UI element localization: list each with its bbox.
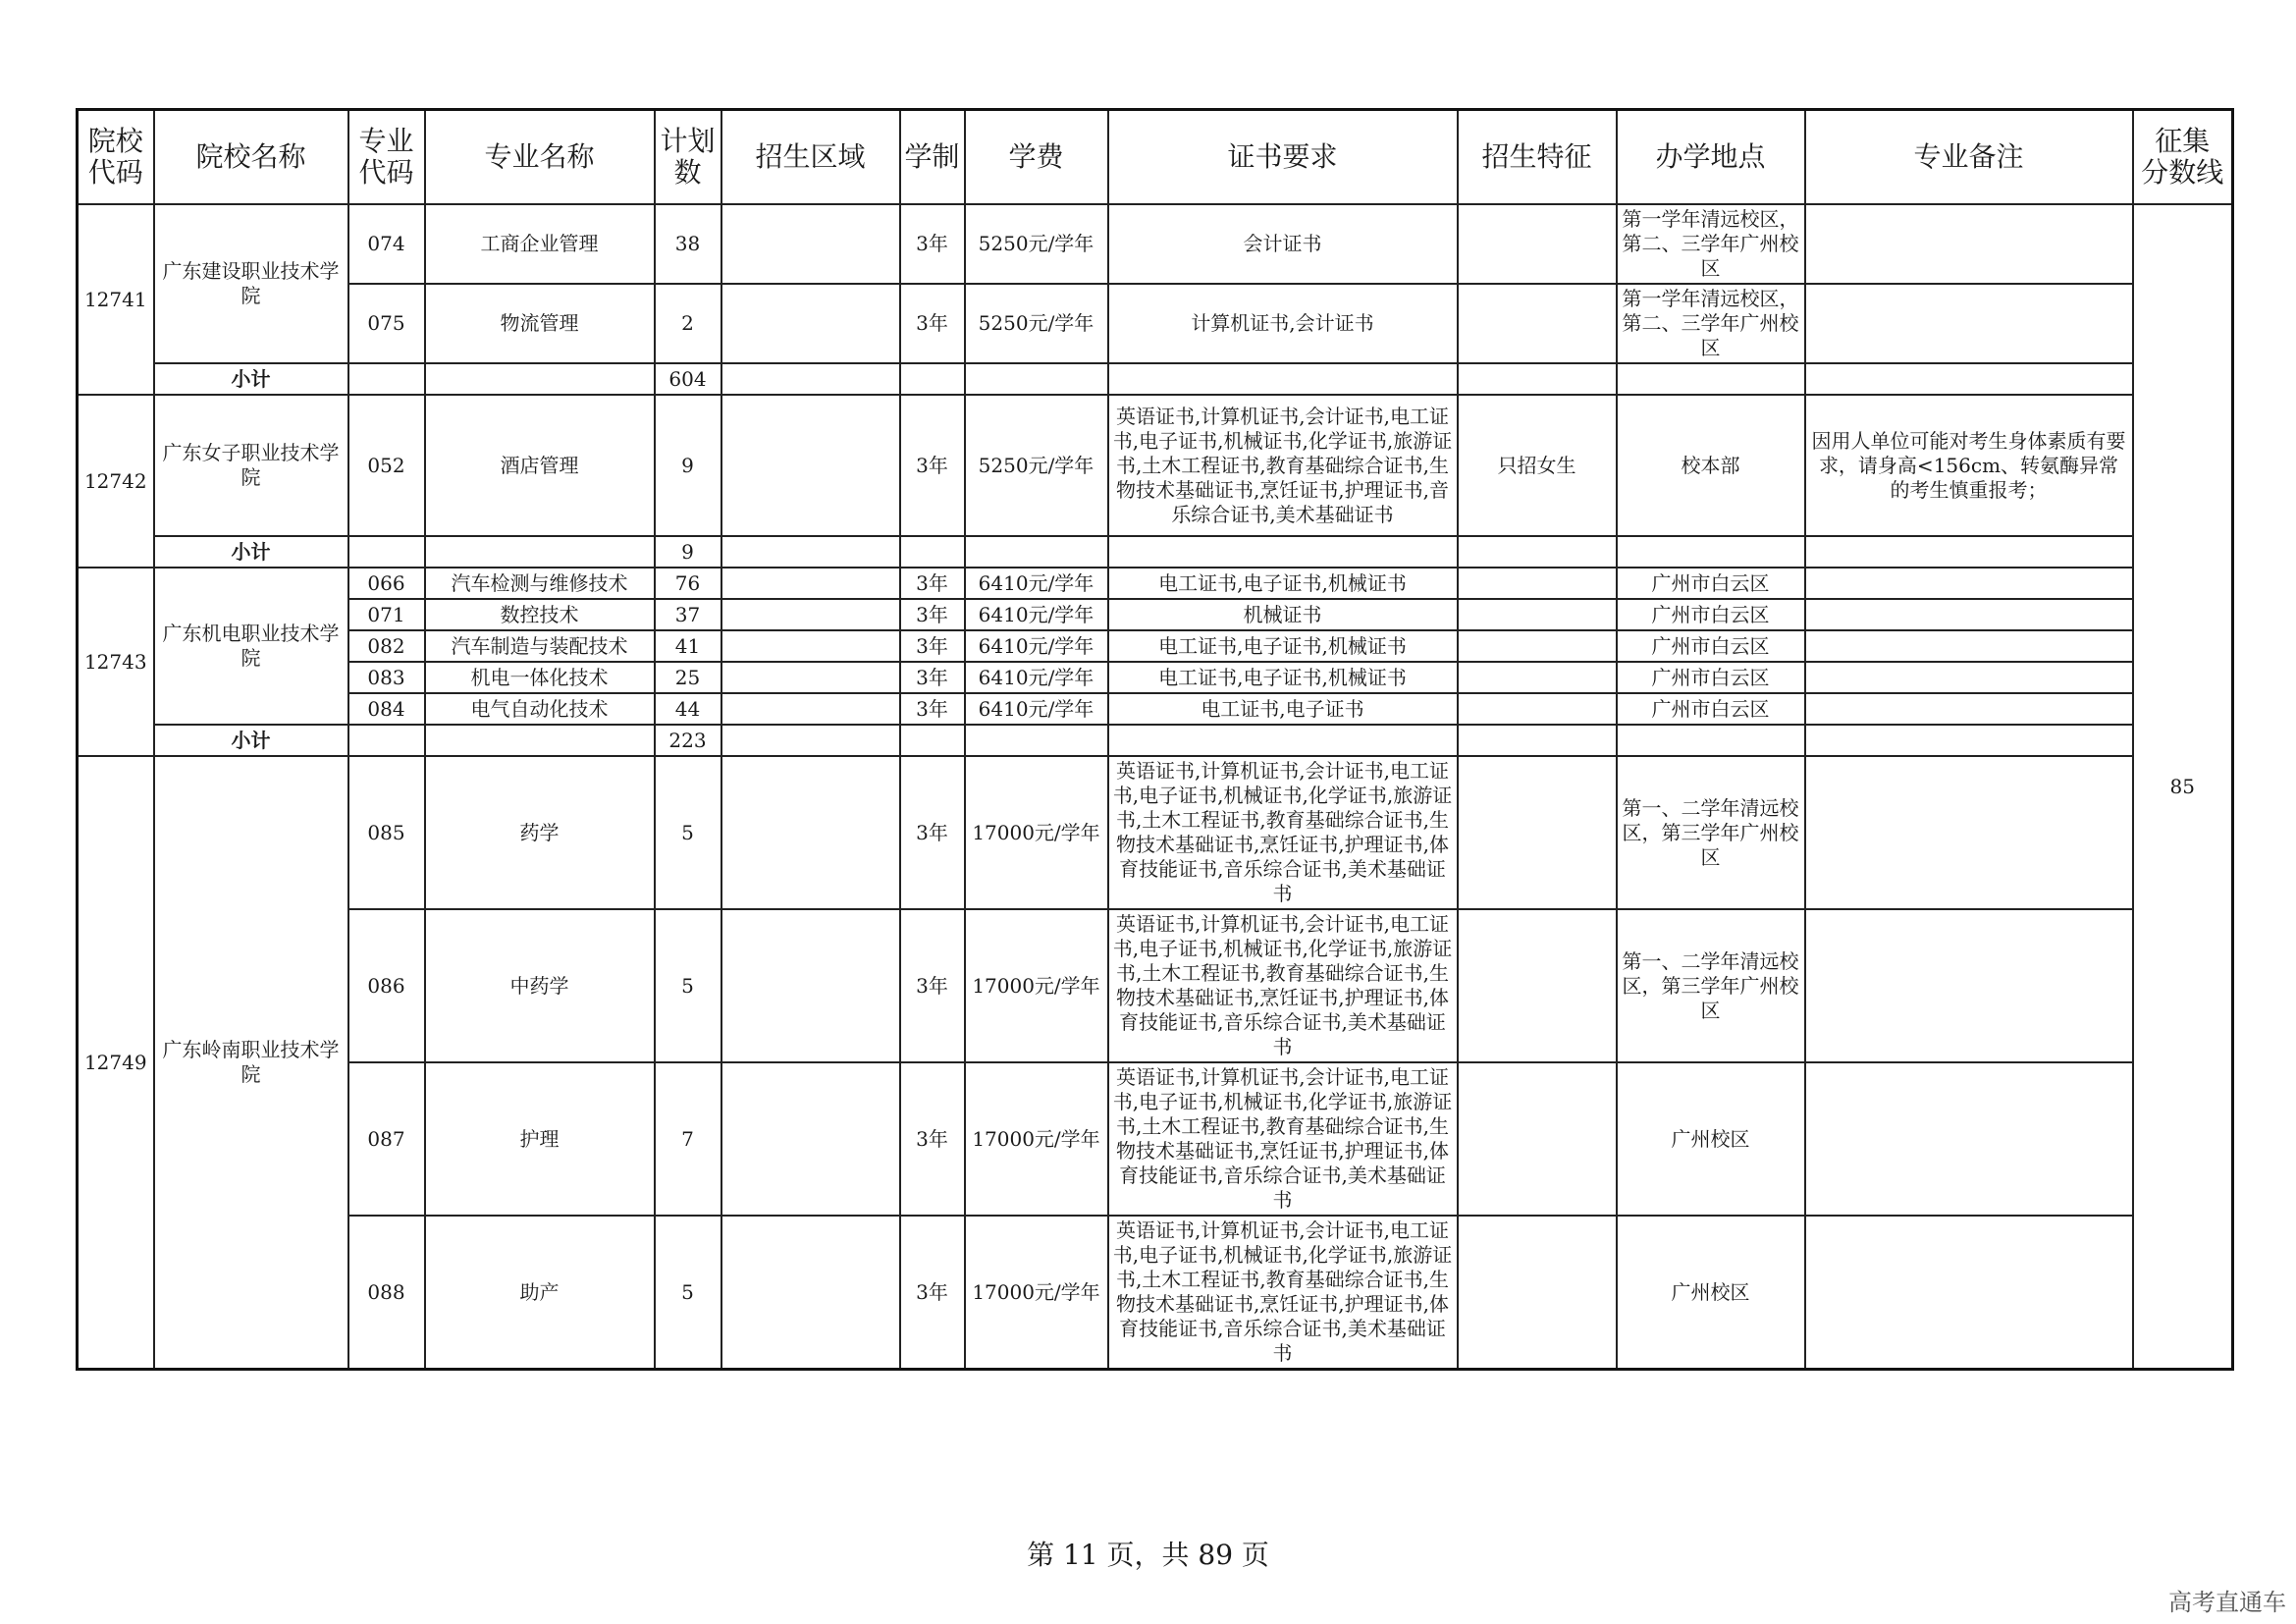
header-major-name [425,110,655,205]
subtotal-empty [965,725,1108,756]
enroll-region-cell [721,693,900,725]
major-remark-cell [1805,568,2133,599]
cert-req-cell: 电工证书,电子证书,机械证书 [1108,630,1458,662]
major-remark-cell [1805,1062,2133,1216]
table-row [78,662,2233,693]
enroll-region-cell [721,630,900,662]
header-line: 学制 [904,140,960,173]
tuition-cell: 6410元/学年 [965,599,1108,630]
header-line: 专业备注 [1913,140,2024,173]
header-line: 代码 [87,156,143,189]
duration-cell: 3年 [900,662,965,693]
header-enroll-feature [1458,110,1617,205]
plan-count-cell: 25 [655,662,721,693]
cert-req-cell: 机械证书 [1108,599,1458,630]
subtotal-empty [900,536,965,568]
school-code-cell: 12742 [78,395,154,568]
header-school-code [78,110,154,205]
table-header-row [78,110,2233,205]
campus-location-cell: 广州校区 [1617,1216,1805,1370]
subtotal-label: 小计 [154,363,348,395]
subtotal-empty [348,536,425,568]
header-major-remark [1805,110,2133,205]
tuition-cell: 17000元/学年 [965,1062,1108,1216]
table-row [78,1216,2233,1370]
school-code-cell: 12749 [78,756,154,1370]
major-name-cell: 助产 [425,1216,655,1370]
header-line: 学费 [1008,140,1064,173]
cutoff-score-cell: 85 [2133,204,2233,1370]
school-name-cell: 广东机电职业技术学院 [154,568,348,725]
major-remark-cell [1805,284,2133,363]
plan-count-cell: 5 [655,1216,721,1370]
major-code-cell: 074 [348,204,425,284]
major-remark-cell [1805,662,2133,693]
cert-req-cell: 英语证书,计算机证书,会计证书,电工证书,电子证书,机械证书,化学证书,旅游证书,土木工程证书,教育基础综合证书,生物技术基础证书,烹饪证书,护理证书,体育技能证书,音乐综合证书,美术基础证书 [1108,756,1458,909]
school-code-cell: 12743 [78,568,154,756]
subtotal-empty [721,363,900,395]
header-line: 计划 [660,125,716,157]
major-code-cell: 083 [348,662,425,693]
major-code-cell: 052 [348,395,425,536]
major-code-cell: 075 [348,284,425,363]
campus-location-cell: 广州市白云区 [1617,568,1805,599]
subtotal-empty [1108,363,1458,395]
campus-location-cell: 广州市白云区 [1617,693,1805,725]
tuition-cell: 5250元/学年 [965,284,1108,363]
plan-count-cell: 2 [655,284,721,363]
subtotal-empty [1617,536,1805,568]
plan-count-cell: 5 [655,756,721,909]
duration-cell: 3年 [900,284,965,363]
duration-cell: 3年 [900,1216,965,1370]
duration-cell: 3年 [900,204,965,284]
enroll-feature-cell [1458,1062,1617,1216]
header-line: 招生区域 [755,140,866,173]
tuition-cell: 6410元/学年 [965,568,1108,599]
subtotal-empty [721,725,900,756]
major-name-cell: 机电一体化技术 [425,662,655,693]
table-row [78,204,2233,284]
enroll-feature-cell [1458,599,1617,630]
enroll-feature-cell [1458,568,1617,599]
enroll-feature-cell [1458,204,1617,284]
subtotal-empty [1458,363,1617,395]
school-code-cell: 12741 [78,204,154,395]
plan-count-cell: 5 [655,909,721,1062]
school-name-cell: 广东女子职业技术学院 [154,395,348,536]
duration-cell: 3年 [900,599,965,630]
cert-req-cell: 会计证书 [1108,204,1458,284]
plan-count-cell: 41 [655,630,721,662]
campus-location-cell: 广州市白云区 [1617,599,1805,630]
duration-cell: 3年 [900,909,965,1062]
header-line: 分数线 [2141,156,2224,189]
subtotal-empty [721,536,900,568]
school-name-cell: 广东建设职业技术学院 [154,204,348,363]
table-row [78,284,2233,363]
major-code-cell: 088 [348,1216,425,1370]
table-row [78,756,2233,909]
campus-location-cell: 广州市白云区 [1617,662,1805,693]
header-line: 招生特征 [1481,140,1592,173]
major-remark-cell [1805,1216,2133,1370]
major-name-cell: 汽车制造与装配技术 [425,630,655,662]
subtotal-empty [348,363,425,395]
major-code-cell: 084 [348,693,425,725]
tuition-cell: 5250元/学年 [965,395,1108,536]
enroll-region-cell [721,909,900,1062]
subtotal-empty [1458,725,1617,756]
watermark: 高考直通车 [2168,1589,2286,1616]
subtotal-empty [965,536,1108,568]
tuition-cell: 6410元/学年 [965,662,1108,693]
school-name-cell: 广东岭南职业技术学院 [154,756,348,1370]
subtotal-empty [1805,536,2133,568]
table-row [78,1062,2233,1216]
campus-location-cell: 第一学年清远校区，第二、三学年广州校区 [1617,204,1805,284]
header-cert-req [1108,110,1458,205]
major-name-cell: 中药学 [425,909,655,1062]
plan-count-cell: 76 [655,568,721,599]
subtotal-empty [1805,363,2133,395]
table-row [78,599,2233,630]
enroll-region-cell [721,599,900,630]
cert-req-cell: 计算机证书,会计证书 [1108,284,1458,363]
major-remark-cell [1805,599,2133,630]
enroll-feature-cell [1458,909,1617,1062]
enroll-region-cell [721,568,900,599]
table-row [78,693,2233,725]
subtotal-label: 小计 [154,536,348,568]
duration-cell: 3年 [900,568,965,599]
enroll-feature-cell [1458,662,1617,693]
header-tuition [965,110,1108,205]
enroll-feature-cell [1458,1216,1617,1370]
cert-req-cell: 英语证书,计算机证书,会计证书,电工证书,电子证书,机械证书,化学证书,旅游证书,土木工程证书,教育基础综合证书,生物技术基础证书,烹饪证书,护理证书,音乐综合证书,美术基础证书 [1108,395,1458,536]
header-line: 院校名称 [195,140,306,173]
major-code-cell: 085 [348,756,425,909]
major-name-cell: 物流管理 [425,284,655,363]
table-row [78,395,2233,536]
plan-count-cell: 38 [655,204,721,284]
campus-location-cell: 广州市白云区 [1617,630,1805,662]
header-line: 数 [673,156,702,189]
tuition-cell: 17000元/学年 [965,909,1108,1062]
cert-req-cell: 英语证书,计算机证书,会计证书,电工证书,电子证书,机械证书,化学证书,旅游证书,土木工程证书,教育基础综合证书,生物技术基础证书,烹饪证书,护理证书,体育技能证书,音乐综合证书,美术基础证书 [1108,1216,1458,1370]
tuition-cell: 6410元/学年 [965,630,1108,662]
major-remark-cell [1805,630,2133,662]
enroll-feature-cell: 只招女生 [1458,395,1617,536]
major-remark-cell [1805,756,2133,909]
enroll-feature-cell [1458,630,1617,662]
header-school-name [154,110,348,205]
header-cutoff-score [2133,110,2233,205]
campus-location-cell: 广州校区 [1617,1062,1805,1216]
table-row [78,630,2233,662]
subtotal-row [78,725,2233,756]
header-line: 征集 [2155,125,2211,157]
subtotal-empty [1805,725,2133,756]
major-remark-cell [1805,693,2133,725]
cert-req-cell: 电工证书,电子证书 [1108,693,1458,725]
subtotal-row [78,363,2233,395]
duration-cell: 3年 [900,1062,965,1216]
table-row [78,568,2233,599]
admission-table [76,108,2234,1371]
major-remark-cell [1805,204,2133,284]
major-code-cell: 087 [348,1062,425,1216]
enroll-region-cell [721,204,900,284]
subtotal-empty [425,536,655,568]
plan-count-cell: 7 [655,1062,721,1216]
major-code-cell: 071 [348,599,425,630]
plan-count-cell: 37 [655,599,721,630]
enroll-feature-cell [1458,284,1617,363]
tuition-cell: 17000元/学年 [965,756,1108,909]
duration-cell: 3年 [900,395,965,536]
header-line: 专业 [358,125,414,157]
header-enroll-region [721,110,900,205]
subtotal-empty [425,725,655,756]
major-name-cell: 护理 [425,1062,655,1216]
table-body [78,204,2233,1370]
tuition-cell: 17000元/学年 [965,1216,1108,1370]
cert-req-cell: 电工证书,电子证书,机械证书 [1108,568,1458,599]
table-row [78,909,2233,1062]
tuition-cell: 5250元/学年 [965,204,1108,284]
subtotal-empty [1617,725,1805,756]
header-line: 院校 [87,125,143,157]
header-duration [900,110,965,205]
major-code-cell: 086 [348,909,425,1062]
major-code-cell: 082 [348,630,425,662]
campus-location-cell: 第一学年清远校区，第二、三学年广州校区 [1617,284,1805,363]
subtotal-empty [900,725,965,756]
major-name-cell: 酒店管理 [425,395,655,536]
subtotal-empty [1617,363,1805,395]
subtotal-label: 小计 [154,725,348,756]
enroll-region-cell [721,1062,900,1216]
subtotal-empty [425,363,655,395]
duration-cell: 3年 [900,756,965,909]
cert-req-cell: 英语证书,计算机证书,会计证书,电工证书,电子证书,机械证书,化学证书,旅游证书,土木工程证书,教育基础综合证书,生物技术基础证书,烹饪证书,护理证书,体育技能证书,音乐综合证书,美术基础证书 [1108,909,1458,1062]
major-name-cell: 药学 [425,756,655,909]
duration-cell: 3年 [900,630,965,662]
enroll-region-cell [721,284,900,363]
subtotal-row [78,536,2233,568]
major-name-cell: 数控技术 [425,599,655,630]
header-line: 办学地点 [1655,140,1766,173]
tuition-cell: 6410元/学年 [965,693,1108,725]
subtotal-empty [965,363,1108,395]
major-remark-cell: 因用人单位可能对考生身体素质有要求，请身高<156cm、转氨酶异常的考生慎重报考； [1805,395,2133,536]
campus-location-cell: 第一、二学年清远校区，第三学年广州校区 [1617,909,1805,1062]
major-name-cell: 电气自动化技术 [425,693,655,725]
enroll-region-cell [721,1216,900,1370]
enroll-region-cell [721,395,900,536]
subtotal-plan-count: 223 [655,725,721,756]
subtotal-empty [1108,536,1458,568]
campus-location-cell: 校本部 [1617,395,1805,536]
subtotal-empty [1108,725,1458,756]
plan-count-cell: 9 [655,395,721,536]
enroll-feature-cell [1458,756,1617,909]
plan-count-cell: 44 [655,693,721,725]
header-line: 代码 [358,156,414,189]
enroll-feature-cell [1458,693,1617,725]
major-name-cell: 汽车检测与维修技术 [425,568,655,599]
major-name-cell: 工商企业管理 [425,204,655,284]
subtotal-empty [1458,536,1617,568]
campus-location-cell: 第一、二学年清远校区，第三学年广州校区 [1617,756,1805,909]
header-line: 证书要求 [1227,140,1338,173]
page-number: 第 11 页，共 89 页 [1027,1539,1269,1571]
header-line: 专业名称 [484,140,595,173]
duration-cell: 3年 [900,693,965,725]
major-code-cell: 066 [348,568,425,599]
enroll-region-cell [721,662,900,693]
cert-req-cell: 英语证书,计算机证书,会计证书,电工证书,电子证书,机械证书,化学证书,旅游证书,土木工程证书,教育基础综合证书,生物技术基础证书,烹饪证书,护理证书,体育技能证书,音乐综合证书,美术基础证书 [1108,1062,1458,1216]
subtotal-plan-count: 9 [655,536,721,568]
subtotal-empty [348,725,425,756]
enroll-region-cell [721,756,900,909]
subtotal-plan-count: 604 [655,363,721,395]
subtotal-empty [900,363,965,395]
header-major-code [348,110,425,205]
header-campus-location [1617,110,1805,205]
cert-req-cell: 电工证书,电子证书,机械证书 [1108,662,1458,693]
major-remark-cell [1805,909,2133,1062]
header-plan-count [655,110,721,205]
